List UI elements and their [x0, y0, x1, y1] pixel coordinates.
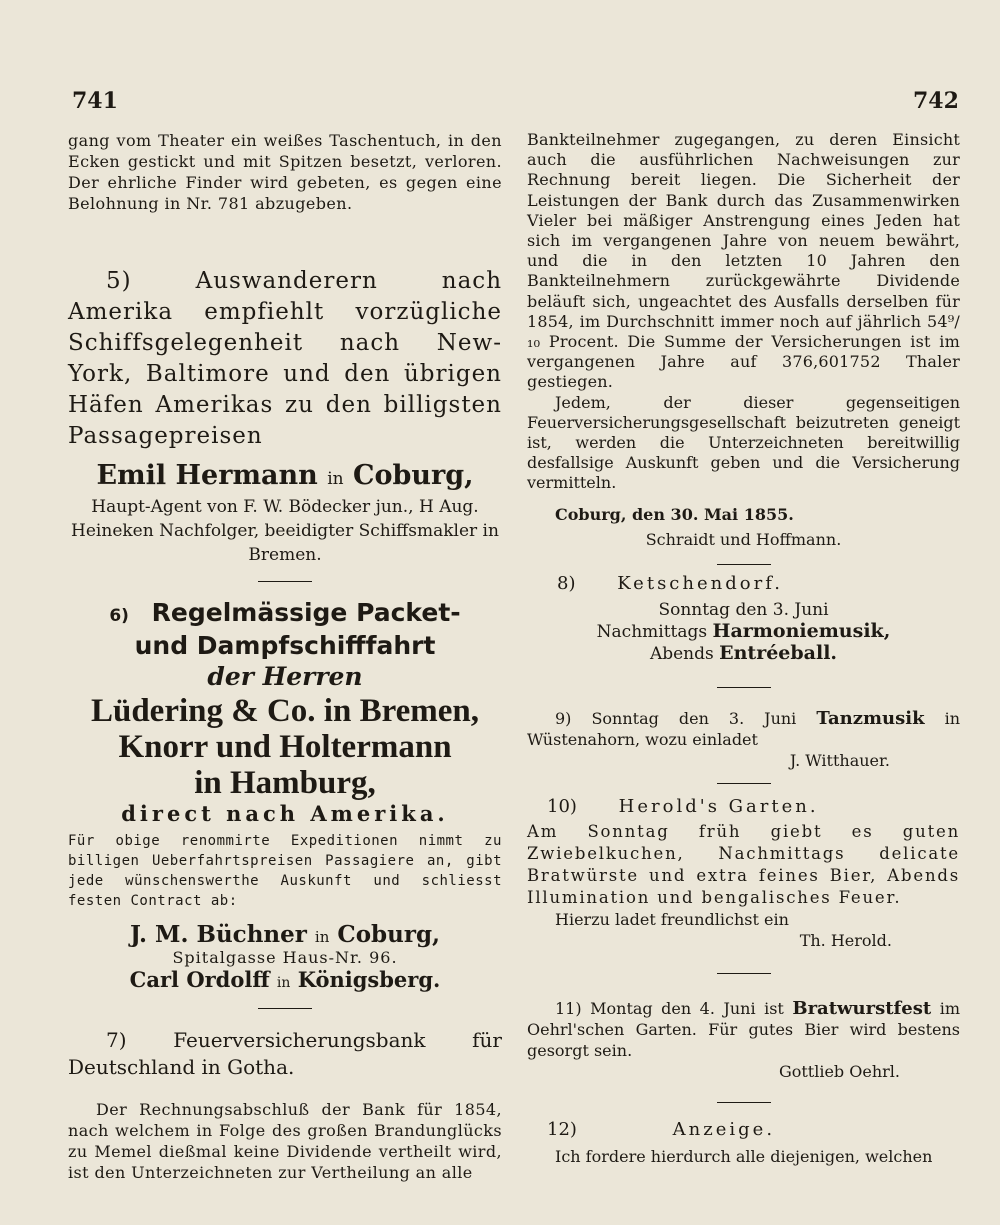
ad10-text: Am Sonntag früh giebt es guten Zwiebelkuchen, Nachmittags delicate Bratwürste und extra feines Bier, Abends Illumination und bengalisches Feuer. [527, 821, 960, 907]
ad7-signature: Schraidt und Hoffmann. [645, 529, 842, 549]
advert-10 [527, 796, 960, 951]
advert-11 [527, 998, 960, 1082]
advert-5 [68, 266, 502, 567]
ad6-line2: und Dampfschifffahrt [134, 631, 436, 660]
ad10-signature: Th. Herold. [799, 930, 892, 950]
agent2-city: Königsberg. [297, 967, 441, 992]
advert-number: 11) [555, 998, 582, 1018]
advert-8 [527, 573, 960, 665]
ad11-text-c: im Oehrl'schen Garten. Für gutes Bier wird bestens gesorgt sein. [527, 998, 961, 1060]
ad6-line6: in Hamburg, [194, 765, 376, 801]
agent1-in: in [314, 928, 330, 946]
page-number-left: 741 [72, 88, 118, 114]
right-column [527, 130, 960, 1167]
separator-rule [717, 973, 771, 974]
ad9-text-c: in Wüstenahorn, wozu einladet [527, 708, 960, 749]
ad8-line1: Sonntag den 3. Juni [658, 599, 829, 620]
advert-number: 6) [109, 606, 129, 626]
advert-number: 10) [547, 795, 577, 817]
agent-line: Haupt-Agent von F. W. Bödecker jun., H Aug. Heineken Nachfolger, beeidigter Schiffsmakler in Bremen. [71, 497, 499, 565]
agent1-address: Spitalgasse Haus-Nr. 96. [172, 948, 398, 967]
ad6-line1: Regelmässige Packet- [151, 598, 461, 627]
advert-headline: Auswanderern nach Amerika empfiehlt vorzügliche Schiffsgelegenheit nach New-York, Baltimore und den übrigen Häfen Amerikas zu den billigsten Passagepreisen [68, 268, 503, 449]
agent1-name: J. M. Büchner [129, 921, 307, 948]
ad6-text: Für obige renommirte Expeditionen nimmt zu billigen Ueberfahrtspreisen Passagiere an, gibt jede wünschenswerthe Auskunft und schliesst festen Contract ab: [68, 833, 502, 909]
agent1-city: Coburg, [337, 921, 441, 948]
separator-rule [717, 783, 771, 784]
ad7-text: Der Rechnungsabschluß der Bank für 1854, nach welchem in Folge des großen Brandunglücks zu Memel dießmal keine Dividende vertheilt wird, ist den Unterzeichneten zur Vertheilung an alle [68, 1100, 502, 1182]
ad9-signature: J. Witthauer. [789, 750, 890, 770]
ad8-line2a: Nachmittags [596, 621, 708, 642]
separator-rule [258, 1008, 312, 1009]
ad8-line2b: Harmoniemusik, [712, 619, 891, 642]
advert-6 [68, 598, 502, 992]
advert-9 [527, 708, 960, 771]
advert-number: 7) [106, 1028, 127, 1052]
agent2-in: in [276, 975, 291, 991]
ad12-text: Ich fordere hierdurch alle diejenigen, welchen [555, 1146, 933, 1166]
separator-rule [258, 581, 312, 582]
ad8-place: Ketschendorf. [617, 572, 783, 594]
ad7-date: Coburg, den 30. Mai 1855. [555, 504, 794, 524]
ad11-text-b: Bratwurstfest [792, 997, 932, 1019]
ad8-line3b: Entréeball. [719, 641, 838, 664]
advert-12 [527, 1119, 960, 1167]
ad11-signature: Gottlieb Oehrl. [778, 1061, 900, 1081]
ad10-invite: Hierzu ladet freundlichst ein [555, 909, 789, 929]
advert-number: 5) [106, 268, 132, 294]
agent-city: Coburg, [353, 460, 474, 491]
lost-item-notice: gang vom Theater ein weißes Taschentuch, in den Ecken gestickt und mit Spitzen besetzt, verloren. Der ehrliche Finder wird gebeten, es gegen eine Belohnung in Nr. 781 abzugeben. [68, 131, 502, 213]
agent-name: Emil Hermann [96, 460, 318, 491]
ad6-line4: Lüdering & Co. in Bremen, [90, 693, 480, 729]
ad7-continued-2: Jedem, der dieser gegenseitigen Feuerversicherungsgesellschaft beizutreten geneigt ist, werden die Unterzeichneten bereitwillig desfallsige Auskunft geben und die Versicherung vermitteln. [527, 392, 960, 493]
ad8-line3a: Abends [649, 643, 714, 664]
page-number-right: 742 [913, 88, 959, 114]
advert-number: 12) [547, 1118, 577, 1140]
agent-in: in [327, 469, 344, 489]
advert-7 [68, 1027, 502, 1183]
ad12-title: Anzeige. [672, 1118, 776, 1140]
ad6-line5: Knorr und Holtermann [118, 729, 452, 765]
ad9-text-b: Tanzmusik [816, 707, 925, 729]
ad6-line3: der Herren [207, 662, 363, 691]
left-column [68, 130, 502, 1183]
ad7-continued: Bankteilnehmer zugegangen, zu deren Einsicht auch die ausführlichen Nachweisungen zur Rechnung bereit liegen. Die Sicherheit der Leistungen der Bank durch das Zusammenwirken Vieler bei mäßiger Anstrengung eines Jeden hat sich im vergangenen Jahre von neuem bewährt, und die in den letzten 10 Jahren den Bankteilnehmern zurückgewährte Dividende beläuft sich, ungeachtet des Ausfalls derselben für 1854, im Durchschnitt immer noch auf jährlich 54⁹/₁₀ Procent. Die Summe der Versicherungen ist im vergangenen Jahre auf 376,601752 Thaler gestiegen. [527, 130, 960, 392]
advert-number: 8) [557, 572, 576, 594]
advert-headline: Feuerversicherungsbank für Deutschland in Gotha. [68, 1028, 502, 1079]
ad6-line7: direct nach Amerika. [121, 801, 449, 826]
advert-number: 9) [555, 708, 572, 728]
separator-rule [717, 687, 771, 688]
ad9-text-a: Sonntag den 3. Juni [591, 708, 797, 728]
agent2-name: Carl Ordolff [129, 967, 270, 992]
ad11-text-a: Montag den 4. Juni ist [590, 998, 784, 1018]
ad10-place: Herold's Garten. [618, 795, 819, 817]
separator-rule [717, 1102, 771, 1103]
separator-rule [717, 564, 771, 565]
